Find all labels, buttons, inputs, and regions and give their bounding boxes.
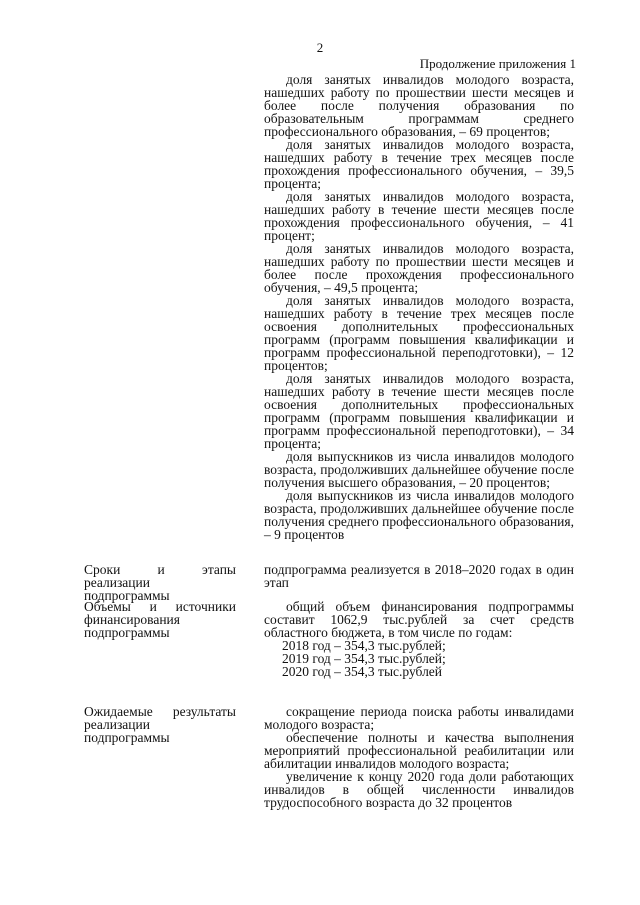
terms-value: подпрограмма реализуется в 2018–2020 годах в один этап xyxy=(264,562,574,590)
indicator-item: доля занятых инвалидов молодого возраста, нашедших работу по прошествии шести месяцев и более после прохождения профессионального обучения, – 49,5 процента; xyxy=(264,241,574,295)
indicator-item: доля занятых инвалидов молодого возраста, нашедших работу в течение шести месяцев после освоения дополнительных профессиональных программ (программ повышения квалификации и программ профессиональной переподготовки), – 34 процента; xyxy=(264,371,574,451)
funding-label: Объемы и источники финансирования подпрограммы xyxy=(84,599,236,640)
funding-value: общий объем финансирования подпрограммы составит 1062,9 тыс.рублей за счет средств областного бюджета, в том числе по годам: xyxy=(264,599,574,640)
indicator-item: доля занятых инвалидов молодого возраста, нашедших работу в течение трех месяцев после освоения дополнительных профессиональных программ (программ повышения квалификации и программ профессиональной переподготовки), – 12 процентов; xyxy=(264,293,574,373)
indicator-item: доля занятых инвалидов молодого возраста, нашедших работу в течение трех месяцев после прохождения профессионального обучения, – 39,5 процента; xyxy=(264,137,574,191)
funding-value-cell xyxy=(264,600,574,678)
indicator-item: доля занятых инвалидов молодого возраста, нашедших работу в течение шести месяцев после прохождения профессионального обучения, – 41 процент; xyxy=(264,189,574,243)
results-item: сокращение периода поиска работы инвалидами молодого возраста; xyxy=(264,704,574,732)
terms-label-cell xyxy=(84,563,236,602)
indicator-item: доля занятых инвалидов молодого возраста, нашедших работу по прошествии шести месяцев и более после получения образования по образовательным программам среднего профессионального образования, – 69 процентов; xyxy=(264,72,574,139)
page-number: 2 xyxy=(316,40,324,55)
results-value-cell xyxy=(264,705,574,809)
appendix-continuation-note: Продолжение приложения 1 xyxy=(419,56,576,71)
indicators-block xyxy=(264,73,574,541)
results-item: обеспечение полноты и качества выполнения мероприятий профессиональной реабилитации или абилитации инвалидов молодого возраста; xyxy=(264,730,574,771)
terms-value-cell xyxy=(264,563,574,589)
funding-label-cell xyxy=(84,600,236,639)
funding-year-line: 2018 год – 354,3 тыс.рублей; xyxy=(282,638,446,653)
funding-year-line: 2019 год – 354,3 тыс.рублей; xyxy=(282,651,446,666)
results-label: Ожидаемые результаты реализации подпрограммы xyxy=(84,704,236,745)
indicator-item: доля выпускников из числа инвалидов молодого возраста, продолживших дальнейшее обучение после получения высшего образования, – 20 процентов; xyxy=(264,449,574,490)
results-label-cell xyxy=(84,705,236,744)
results-item: увеличение к концу 2020 года доли работающих инвалидов в общей численности инвалидов трудоспособного возраста до 32 процентов xyxy=(264,769,574,810)
terms-label: Сроки и этапы реализации подпрограммы xyxy=(84,562,236,603)
indicator-item: доля выпускников из числа инвалидов молодого возраста, продолживших дальнейшее обучение после получения среднего профессионального образования, – 9 процентов xyxy=(264,488,574,542)
funding-year-line: 2020 год – 354,3 тыс.рублей xyxy=(282,664,443,679)
